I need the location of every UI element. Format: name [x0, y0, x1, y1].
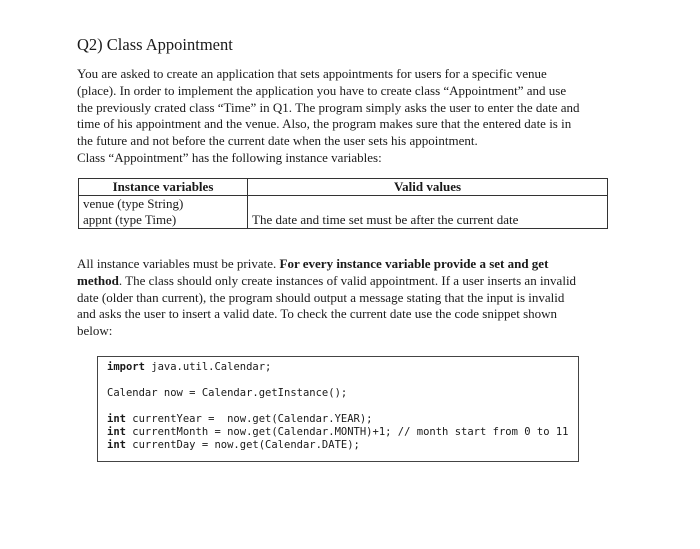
requirements-line: and asks the user to insert a valid date. To check the current date use the code snippet shown: [77, 306, 558, 322]
requirements-line: [77, 273, 622, 290]
text-run: All instance variables must be private.: [77, 256, 280, 271]
table-header: Instance variables: [79, 179, 248, 196]
code-text: currentDay = now.get(Calendar.DATE);: [125, 439, 360, 451]
code-keyword: import: [107, 361, 145, 373]
question-heading: Q2) Class Appointment: [77, 35, 233, 54]
table-row: [79, 212, 608, 229]
code-blank-line: [107, 400, 569, 413]
table-row: [79, 196, 608, 213]
code-line: [107, 361, 569, 374]
instance-variables-table: [78, 178, 608, 229]
requirements-line: below:: [77, 323, 113, 339]
code-keyword: int: [107, 439, 126, 451]
code-snippet-box: [97, 356, 579, 462]
intro-line: the future and not before the current date when the user sets his appointment.: [77, 133, 478, 149]
requirements-line: [77, 256, 622, 273]
code-line: [107, 426, 569, 439]
code-line: Calendar now = Calendar.getInstance();: [107, 387, 348, 399]
table-cell: [248, 196, 608, 213]
intro-line: Class “Appointment” has the following instance variables:: [77, 149, 382, 165]
code-line: [107, 413, 569, 426]
table-header: Valid values: [248, 179, 608, 196]
table-cell: appnt (type Time): [79, 212, 248, 229]
intro-line: You are asked to create an application that sets appointments for users for a specific venue: [77, 66, 547, 81]
requirements-line: date (older than current), the program should output a message stating that the input is invalid: [77, 289, 565, 305]
table-header-row: [79, 179, 608, 196]
code-keyword: int: [107, 426, 126, 438]
code-keyword: int: [107, 413, 126, 425]
code-blank-line: [107, 374, 569, 387]
code-line: [107, 439, 569, 452]
intro-paragraph: [77, 66, 622, 167]
code-text: currentMonth = now.get(Calendar.MONTH)+1; // month start from 0 to 11: [125, 426, 569, 438]
bold-text-run: method: [77, 272, 119, 288]
intro-line: (place). In order to implement the application you have to create class “Appointment” and use: [77, 82, 567, 98]
intro-line: time of his appointment and the venue. Also, the program makes sure that the entered date is in: [77, 116, 572, 132]
requirements-paragraph: [77, 256, 622, 340]
bold-text-run: For every instance variable provide a set and get: [279, 256, 549, 271]
intro-line: the previously crated class “Time” in Q1. The program simply asks the user to enter the date and: [77, 99, 580, 115]
code-text: java.util.Calendar;: [144, 361, 272, 373]
text-run: . The class should only create instances of valid appointment. If a user inserts an invalid: [118, 272, 577, 288]
table-cell: venue (type String): [79, 196, 248, 213]
table-cell: The date and time set must be after the current date: [248, 212, 608, 229]
code-text: currentYear = now.get(Calendar.YEAR);: [125, 413, 373, 425]
